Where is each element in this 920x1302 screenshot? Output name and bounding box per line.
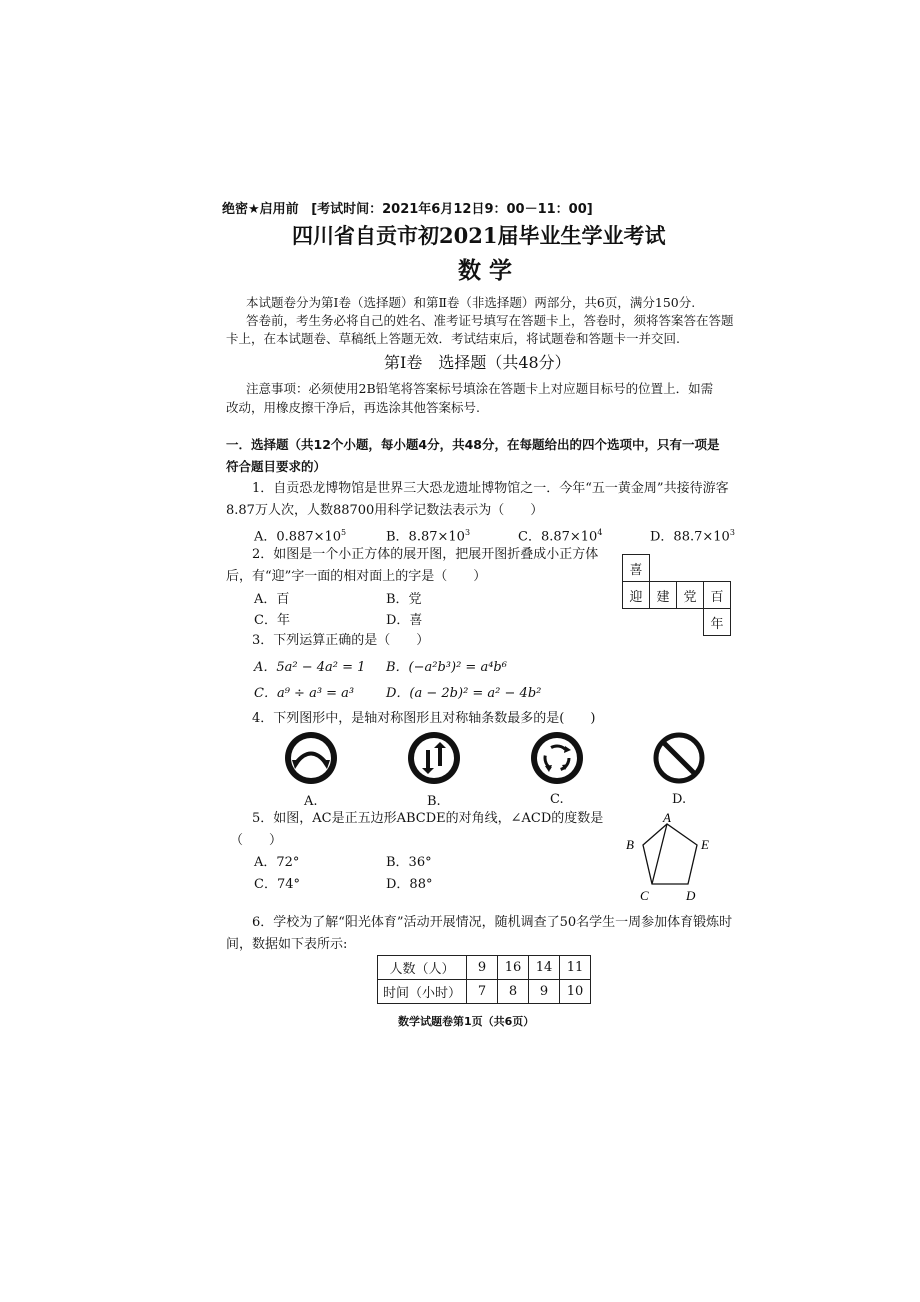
q4-label-b: B.: [427, 794, 441, 809]
pentagon-shape: [643, 824, 697, 884]
table-cell: 7: [467, 980, 498, 1004]
q1-line-1: 1．自贡恐龙博物馆是世界三大恐龙遗址博物馆之一．今年“五一黄金周”共接待游客: [252, 481, 729, 496]
intro-line-3: 卡上，在本试题卷、草稿纸上答题无效．考试结束后，将试题卷和答题卡一并交回.: [226, 331, 680, 346]
table-row: [378, 980, 591, 1004]
cube-net: [622, 554, 731, 636]
circular-arrows-icon: [529, 730, 585, 786]
q5-option-c: C．74°: [254, 877, 300, 892]
pentagon-figure: [620, 812, 720, 904]
vertex-label-c: C: [640, 888, 649, 903]
vertex-label-d: D: [686, 888, 696, 903]
table-cell: 10: [560, 980, 591, 1004]
table-row-header: 人数（人）: [378, 956, 467, 980]
table-cell: 14: [529, 956, 560, 980]
table-cell: 8: [498, 980, 529, 1004]
net-cell: 迎: [623, 582, 650, 609]
q5-line-2: （ ）: [230, 833, 283, 848]
section-title-1: 一．选择题（共12个小题，每小题4分，共48分，在每题给出的四个选项中，只有一项是: [226, 437, 720, 452]
q3-stem: 3．下列运算正确的是（ ）: [252, 633, 430, 648]
q2-line-2: 后，有“迎”字一面的相对面上的字是（ ）: [226, 569, 487, 584]
no-entry-sign-icon: [651, 730, 707, 786]
table-cell: 9: [529, 980, 560, 1004]
q3-option-a: A．5a² − 4a² = 1: [254, 660, 366, 675]
q6-line-2: 间，数据如下表所示:: [226, 937, 348, 952]
exam-time: [考试时间：2021年6月12日9：00－11：00]: [311, 202, 593, 217]
section-title-2: 符合题目要求的）: [226, 459, 327, 474]
net-cell: 党: [677, 582, 704, 609]
subject-title: 数 学: [458, 257, 513, 284]
net-cell: 百: [704, 582, 731, 609]
q1-line-2: 8.87万人次，人数88700用科学记数法表示为（ ）: [226, 503, 544, 518]
q2-line-1: 2．如图是一个小正方体的展开图，把展开图折叠成小正方体: [252, 547, 599, 562]
q3-option-b: B．(−a²b³)² = a⁴b⁶: [386, 660, 507, 675]
secret-label: 绝密★启用前: [222, 202, 299, 217]
q3-option-c: C．a⁹ ÷ a³ = a³: [254, 686, 355, 701]
intro-line-2: 答卷前，考生务必将自己的姓名、准考证号填写在答题卡上，答卷时，须将答案答在答题: [246, 313, 734, 328]
vertex-label-b: B: [626, 837, 634, 852]
vertex-label-a: A: [663, 812, 671, 825]
net-cell: 建: [650, 582, 677, 609]
q3-option-d: D．(a − 2b)² = a² − 4b²: [386, 686, 542, 701]
q4-stem: 4．下列图形中，是轴对称图形且对称轴条数最多的是( ): [252, 711, 596, 726]
q1-option-a: A．$0.887\times 10^5$: [254, 528, 347, 545]
q5-option-a: A．72°: [254, 855, 300, 870]
q6-line-1: 6．学校为了解“阳光体育”活动开展情况，随机调查了50名学生一周参加体育锻炼时: [252, 915, 733, 930]
q2-option-b: B．党: [386, 592, 422, 607]
exercise-data-table: [377, 955, 591, 1004]
intro-line-1: 本试题卷分为第Ⅰ卷（选择题）和第Ⅱ卷（非选择题）两部分，共6页，满分150分.: [246, 295, 696, 310]
net-cell: 年: [704, 609, 731, 636]
diagonal-ac: [652, 824, 667, 884]
table-row-header: 时间（小时）: [378, 980, 467, 1004]
page-footer: 数学试题卷第1页（共6页）: [398, 1015, 535, 1028]
q1-option-c: C．$8.87\times 10^4$: [518, 528, 603, 545]
q5-option-d: D．88°: [386, 877, 433, 892]
two-way-arrows-icon: [406, 730, 462, 786]
table-cell: 16: [498, 956, 529, 980]
part1-heading: 第Ⅰ卷 选择题（共48分）: [384, 353, 571, 372]
q4-label-a: A.: [304, 794, 318, 809]
roundabout-sign-icon: [283, 730, 339, 786]
notice-line-1: 注意事项：必须使用2B铅笔将答案标号填涂在答题卡上对应题目标号的位置上．如需: [246, 381, 714, 396]
q4-label-d: D.: [672, 792, 687, 807]
q2-option-c: C．年: [254, 613, 290, 628]
table-cell: 9: [467, 956, 498, 980]
q5-option-b: B．36°: [386, 855, 432, 870]
q1-option-b: B．$8.87\times 10^3$: [386, 528, 471, 545]
table-cell: 11: [560, 956, 591, 980]
table-row: [378, 956, 591, 980]
net-cell: 喜: [623, 555, 650, 582]
q5-line-1: 5．如图，AC是正五边形ABCDE的对角线，∠ACD的度数是: [252, 811, 604, 826]
notice-line-2: 改动，用橡皮擦干净后，再选涂其他答案标号.: [226, 400, 480, 415]
q4-label-c: C.: [550, 792, 564, 807]
q2-option-d: D．喜: [386, 613, 423, 628]
q2-option-a: A．百: [254, 592, 290, 607]
exam-title: 四川省自贡市初2021届毕业生学业考试: [292, 223, 666, 248]
q1-option-d: D．$88.7\times 10^3$: [650, 528, 735, 545]
vertex-label-e: E: [701, 837, 709, 852]
